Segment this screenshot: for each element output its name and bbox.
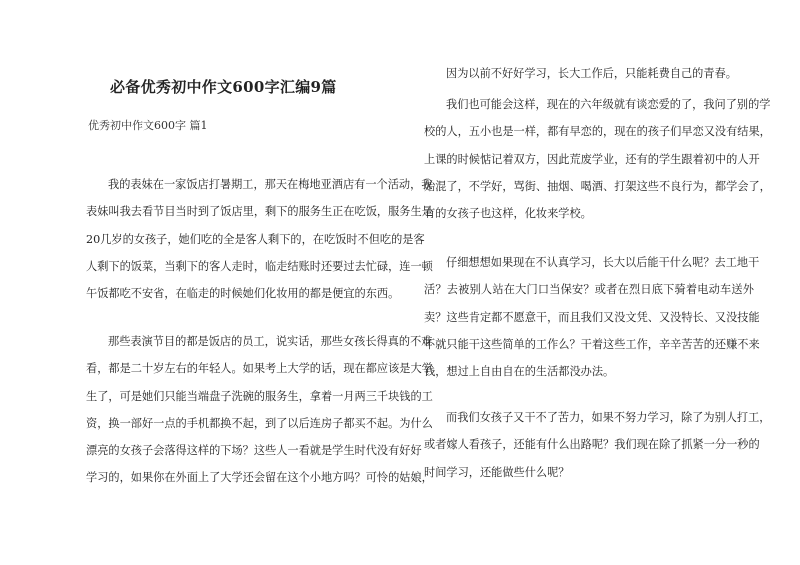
text-line: 上课的时候惦记着双方，因此荒废学业，还有的学生跟着初中的人开 [424,152,760,166]
text-line: 午饭都吃不安省，在临走的时候她们化妆用的都是便宜的东西。 [86,287,400,301]
paragraph [424,60,754,87]
text-line: 资，换一部好一点的手机都换不起，到了以后连房子都买不起。为什么 [86,416,433,430]
text-line: 20几岁的女孩子，她们吃的全是客人剩下的，在吃饭时不但吃的是客 [86,232,425,246]
text-line: 学习的，如果你在外面上了大学还会留在这个小地方吗？可怜的姑娘， [86,471,433,485]
text-line: 表妹叫我去看节目当时到了饭店里，剩下的服务生正在吃饭，服务生是 [86,205,433,219]
text-line: 或者嫁人看孩子，还能有什么出路呢？我们现在除了抓紧一分一秒的 [424,438,760,452]
document-subtitle: 优秀初中作文600字 篇1 [88,119,208,132]
document-title: 必备优秀初中作文600字汇编9篇 [110,78,337,96]
paragraph [86,171,433,307]
text-line: 漂亮的女孩子会落得这样的下场？这些人一看就是学生时代没有好好 [86,444,422,458]
text-line: 因为以前不好好学习，长大工作后，只能耗费自己的青春。 [446,67,737,80]
text-line: 我的表妹在一家饭店打暑期工，那天在梅地亚酒店有一个活动，我 [108,178,433,191]
text-line: 钱，想过上自由自在的生活都没办法。 [424,365,615,379]
paragraph [86,328,433,492]
text-line: 始混了，不学好，骂街、抽烟、喝酒、打架这些不良行为，都学会了， [424,179,771,193]
text-line: 生了，可是她们只能当端盘子洗碗的服务生，拿着一月两三千块钱的工 [86,389,433,403]
paragraph [424,249,760,385]
text-line: 看，都是二十岁左右的年轻人。如果考上大学的话，现在都应该是大学 [86,362,433,376]
text-line: 而我们女孩子又干不了苦力，如果不努力学习，除了为别人打工， [446,411,771,424]
text-line: 我们也可能会这样，现在的六年级就有谈恋爱的了，我问了别的学 [446,98,771,111]
text-line: 校的人，五小也是一样，都有早恋的，现在的孩子们早恋又没有结果， [424,125,771,139]
text-line: 卖？这些肯定都不愿意干，而且我们又没文凭、又没特长、又没技能 [424,310,760,324]
text-line: 那些表演节目的都是饭店的员工，说实话，那些女孩长得真的不难 [108,335,433,348]
text-line: 时间学习，还能做些什么呢？ [424,465,570,479]
paragraph [424,404,771,486]
text-line: 仔细想想如果现在不认真学习，长大以后能干什么呢？去工地干 [446,256,760,269]
text-line: 有的女孩子也这样，化妆来学校。 [424,207,592,221]
paragraph [424,91,771,227]
text-line: 不就只能干这些简单的工作么？干着这些工作，辛辛苦苦的还赚不来 [424,337,760,351]
text-line: 活？去被别人站在大门口当保安？或者在烈日底下骑着电动车送外 [424,283,754,297]
text-line: 人剩下的饭菜，当剩下的客人走时，临走结账时还要过去忙碌，连一顿 [86,259,433,273]
